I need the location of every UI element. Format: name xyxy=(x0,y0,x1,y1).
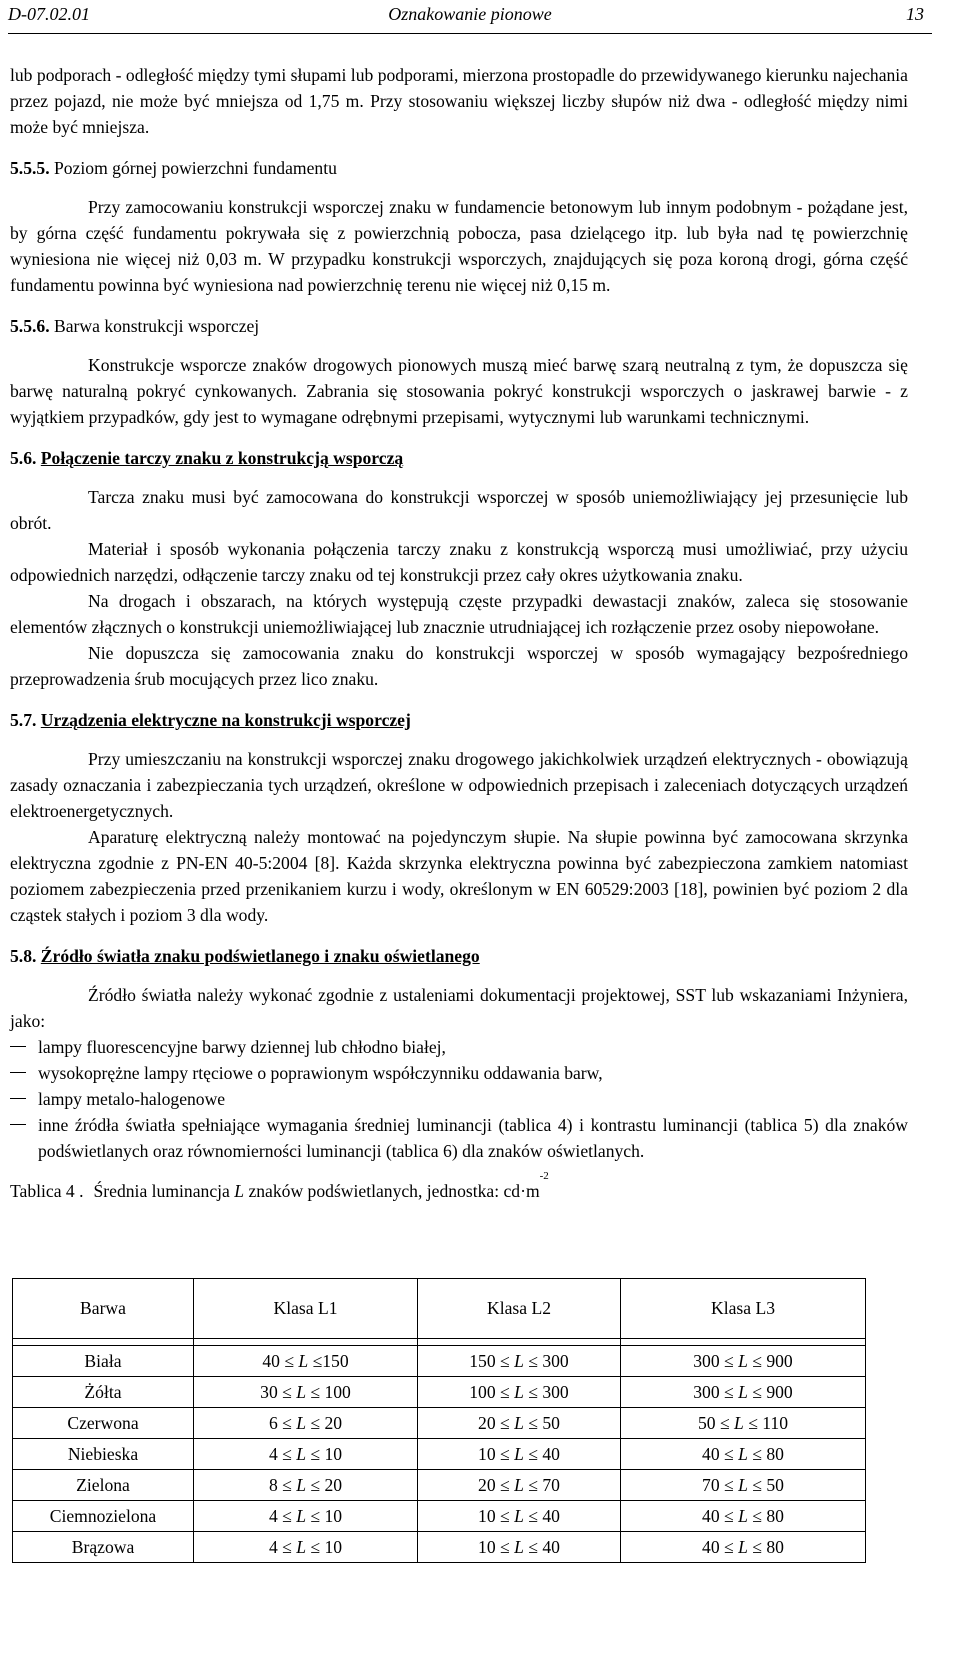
list-item: lampy metalo-halogenowe xyxy=(10,1086,908,1112)
heading-number: 5.7. xyxy=(10,710,37,730)
paragraph-5-6-d: Nie dopuszcza się zamocowania znaku do konstrukcji wsporczej w sposób wymagający bezpośredniego przeprowadzenia śrub mocujących przez lico znaku. xyxy=(10,643,908,689)
table-header-row xyxy=(13,1279,866,1339)
caption-text-before: Średnia luminancja xyxy=(93,1181,230,1201)
list-item: wysokoprężne lampy rtęciowe o poprawionym współczynniku oddawania barw, xyxy=(10,1060,908,1086)
page-number: 13 xyxy=(906,4,924,24)
page-content xyxy=(10,62,908,1204)
paragraph-5-7-b: Aparaturę elektryczną należy montować na pojedynczym słupie. Na słupie powinna być zamocowana skrzynka elektryczna zgodnie z PN-EN 40-5:2004 [8]. Każda skrzynka elektryczna powinna być zabezpieczona zamkiem natomiast poziomem zabezpieczenia przed przenikaniem kurzu i wody, określonym w EN 60529:2003 [18], powinien być poziom 2 dla cząstek stałych i poziom 3 dla wody. xyxy=(10,827,908,925)
paragraph-5-6-b: Materiał i sposób wykonania połączenia tarczy znaku z konstrukcją wsporczą musi umożliwiać, przy użyciu odpowiednich narzędzi, odłączenie tarczy znaku od tej konstrukcji przez cały okres użytkowania znaku. xyxy=(10,539,908,585)
paragraph-5-6-c: Na drogach i obszarach, na których występują częste przypadki dewastacji znaków, zaleca się stosowanie elementów złącznych o konstrukcji uniemożliwiającej lub znacznie utrudniającej ich rozłączenie przez osoby niepowołane. xyxy=(10,591,908,637)
range-cell: 40 ≤ L ≤ 80 xyxy=(621,1532,866,1563)
range-cell: 8 ≤ L ≤ 20 xyxy=(194,1470,418,1501)
color-cell: Niebieska xyxy=(13,1439,194,1470)
heading-text: Barwa konstrukcji wsporczej xyxy=(54,316,260,336)
range-cell: 300 ≤ L ≤ 900 xyxy=(621,1377,866,1408)
heading-number: 5.6. xyxy=(10,448,37,468)
column-header: Klasa L2 xyxy=(418,1279,621,1339)
paragraph-5-5-5: Przy zamocowaniu konstrukcji wsporczej znaku w fundamencie betonowym lub innym podobnym - pożądane jest, by górna część fundamentu pokrywała się z powierzchnią pobocza, pasa dzielącego itp. lub była nad tę powierzchnię wyniesiona nie więcej niż 0,03 m. W przypadku konstrukcji wsporczych, znajdujących się poza koroną drogi, górna część fundamentu powinna być wyniesiona nad powierzchnię terenu nie więcej niż 0,15 m. xyxy=(10,197,908,295)
heading-text: Poziom górnej powierzchni fundamentu xyxy=(54,158,337,178)
range-cell: 10 ≤ L ≤ 40 xyxy=(418,1439,621,1470)
color-cell: Brązowa xyxy=(13,1532,194,1563)
column-header: Klasa L3 xyxy=(621,1279,866,1339)
paragraph-5-6-a: Tarcza znaku musi być zamocowana do konstrukcji wsporczej w sposób uniemożliwiający jej przesunięcie lub obrót. xyxy=(10,487,908,533)
heading-number: 5.8. xyxy=(10,946,37,966)
column-header: Klasa L1 xyxy=(194,1279,418,1339)
luminance-table xyxy=(12,1278,866,1563)
heading-text: Źródło światła znaku podświetlanego i znaku oświetlanego xyxy=(40,946,480,966)
range-cell: 6 ≤ L ≤ 20 xyxy=(194,1408,418,1439)
range-cell: 40 ≤ L ≤150 xyxy=(194,1346,418,1377)
range-cell: 50 ≤ L ≤ 110 xyxy=(621,1408,866,1439)
document-title: Oznakowanie pionowe xyxy=(388,4,552,24)
caption-text-after: znaków podświetlanych, jednostka: cd·m xyxy=(248,1181,540,1201)
range-cell: 30 ≤ L ≤ 100 xyxy=(194,1377,418,1408)
range-cell: 150 ≤ L ≤ 300 xyxy=(418,1346,621,1377)
range-cell: 100 ≤ L ≤ 300 xyxy=(418,1377,621,1408)
table-row xyxy=(13,1408,866,1439)
table-spacer-row xyxy=(13,1339,866,1346)
color-cell: Zielona xyxy=(13,1470,194,1501)
range-cell: 300 ≤ L ≤ 900 xyxy=(621,1346,866,1377)
table-row xyxy=(13,1532,866,1563)
range-cell: 20 ≤ L ≤ 70 xyxy=(418,1470,621,1501)
range-cell: 4 ≤ L ≤ 10 xyxy=(194,1439,418,1470)
table-caption xyxy=(10,1170,908,1204)
paragraph-5-8: Źródło światła należy wykonać zgodnie z ustaleniami dokumentacji projektowej, SST lub wskazaniami Inżyniera, jako: xyxy=(10,985,908,1031)
document-code: D-07.02.01 xyxy=(8,4,90,24)
range-cell: 4 ≤ L ≤ 10 xyxy=(194,1501,418,1532)
heading-5-5-5 xyxy=(10,155,908,181)
color-cell: Biała xyxy=(13,1346,194,1377)
heading-5-8 xyxy=(10,943,908,969)
heading-5-7 xyxy=(10,707,908,733)
heading-number: 5.5.6. xyxy=(10,316,50,336)
table-row xyxy=(13,1501,866,1532)
table-row xyxy=(13,1439,866,1470)
caption-variable: L xyxy=(234,1181,245,1201)
range-cell: 40 ≤ L ≤ 80 xyxy=(621,1439,866,1470)
range-cell: 20 ≤ L ≤ 50 xyxy=(418,1408,621,1439)
color-cell: Czerwona xyxy=(13,1408,194,1439)
heading-number: 5.5.5. xyxy=(10,158,50,178)
table-row xyxy=(13,1346,866,1377)
table-row xyxy=(13,1377,866,1408)
range-cell: 4 ≤ L ≤ 10 xyxy=(194,1532,418,1563)
caption-exponent: -2 xyxy=(539,1170,549,1182)
color-cell: Ciemnozielona xyxy=(13,1501,194,1532)
range-cell: 10 ≤ L ≤ 40 xyxy=(418,1501,621,1532)
heading-5-6 xyxy=(10,445,908,471)
column-header: Barwa xyxy=(13,1279,194,1339)
page-header xyxy=(8,0,932,34)
heading-5-5-6 xyxy=(10,313,908,339)
light-source-list xyxy=(10,1034,908,1164)
heading-text: Urządzenia elektryczne na konstrukcji wsporczej xyxy=(40,710,411,730)
list-item: lampy fluorescencyjne barwy dziennej lub chłodno białej, xyxy=(10,1034,908,1060)
paragraph-5-5-6: Konstrukcje wsporcze znaków drogowych pionowych muszą mieć barwę szarą neutralną z tym, że dopuszcza się barwę naturalną pokryć cynkowanych. Zabrania się stosowania pokryć konstrukcji wsporczych o jaskrawej barwie - z wyjątkiem przypadków, gdy jest to wymagane odrębnymi przepisami, wytycznymi lub warunkami technicznymi. xyxy=(10,355,908,427)
range-cell: 40 ≤ L ≤ 80 xyxy=(621,1501,866,1532)
paragraph-intro: lub podporach - odległość między tymi słupami lub podporami, mierzona prostopadle do przewidywanego kierunku najechania przez pojazd, nie może być mniejsza od 1,75 m. Przy stosowaniu większej liczby słupów niż dwa - odległość między nimi może być mniejsza. xyxy=(10,65,908,137)
table-row xyxy=(13,1470,866,1501)
color-cell: Żółta xyxy=(13,1377,194,1408)
range-cell: 70 ≤ L ≤ 50 xyxy=(621,1470,866,1501)
range-cell: 10 ≤ L ≤ 40 xyxy=(418,1532,621,1563)
paragraph-5-7-a: Przy umieszczaniu na konstrukcji wsporczej znaku drogowego jakichkolwiek urządzeń elektrycznych - obowiązują zasady oznaczania i zabezpieczania tych urządzeń, określone w odpowiednich przepisach i zaleceniach dotyczących urządzeń elektroenergetycznych. xyxy=(10,749,908,821)
caption-label: Tablica 4 . xyxy=(10,1181,84,1201)
heading-text: Połączenie tarczy znaku z konstrukcją wsporczą xyxy=(40,448,404,468)
list-item: inne źródła światła spełniające wymagania średniej luminancji (tablica 4) i kontrastu luminancji (tablica 5) dla znaków podświetlanych oraz równomierności luminancji (tablica 6) dla znaków oświetlanych. xyxy=(10,1112,908,1164)
